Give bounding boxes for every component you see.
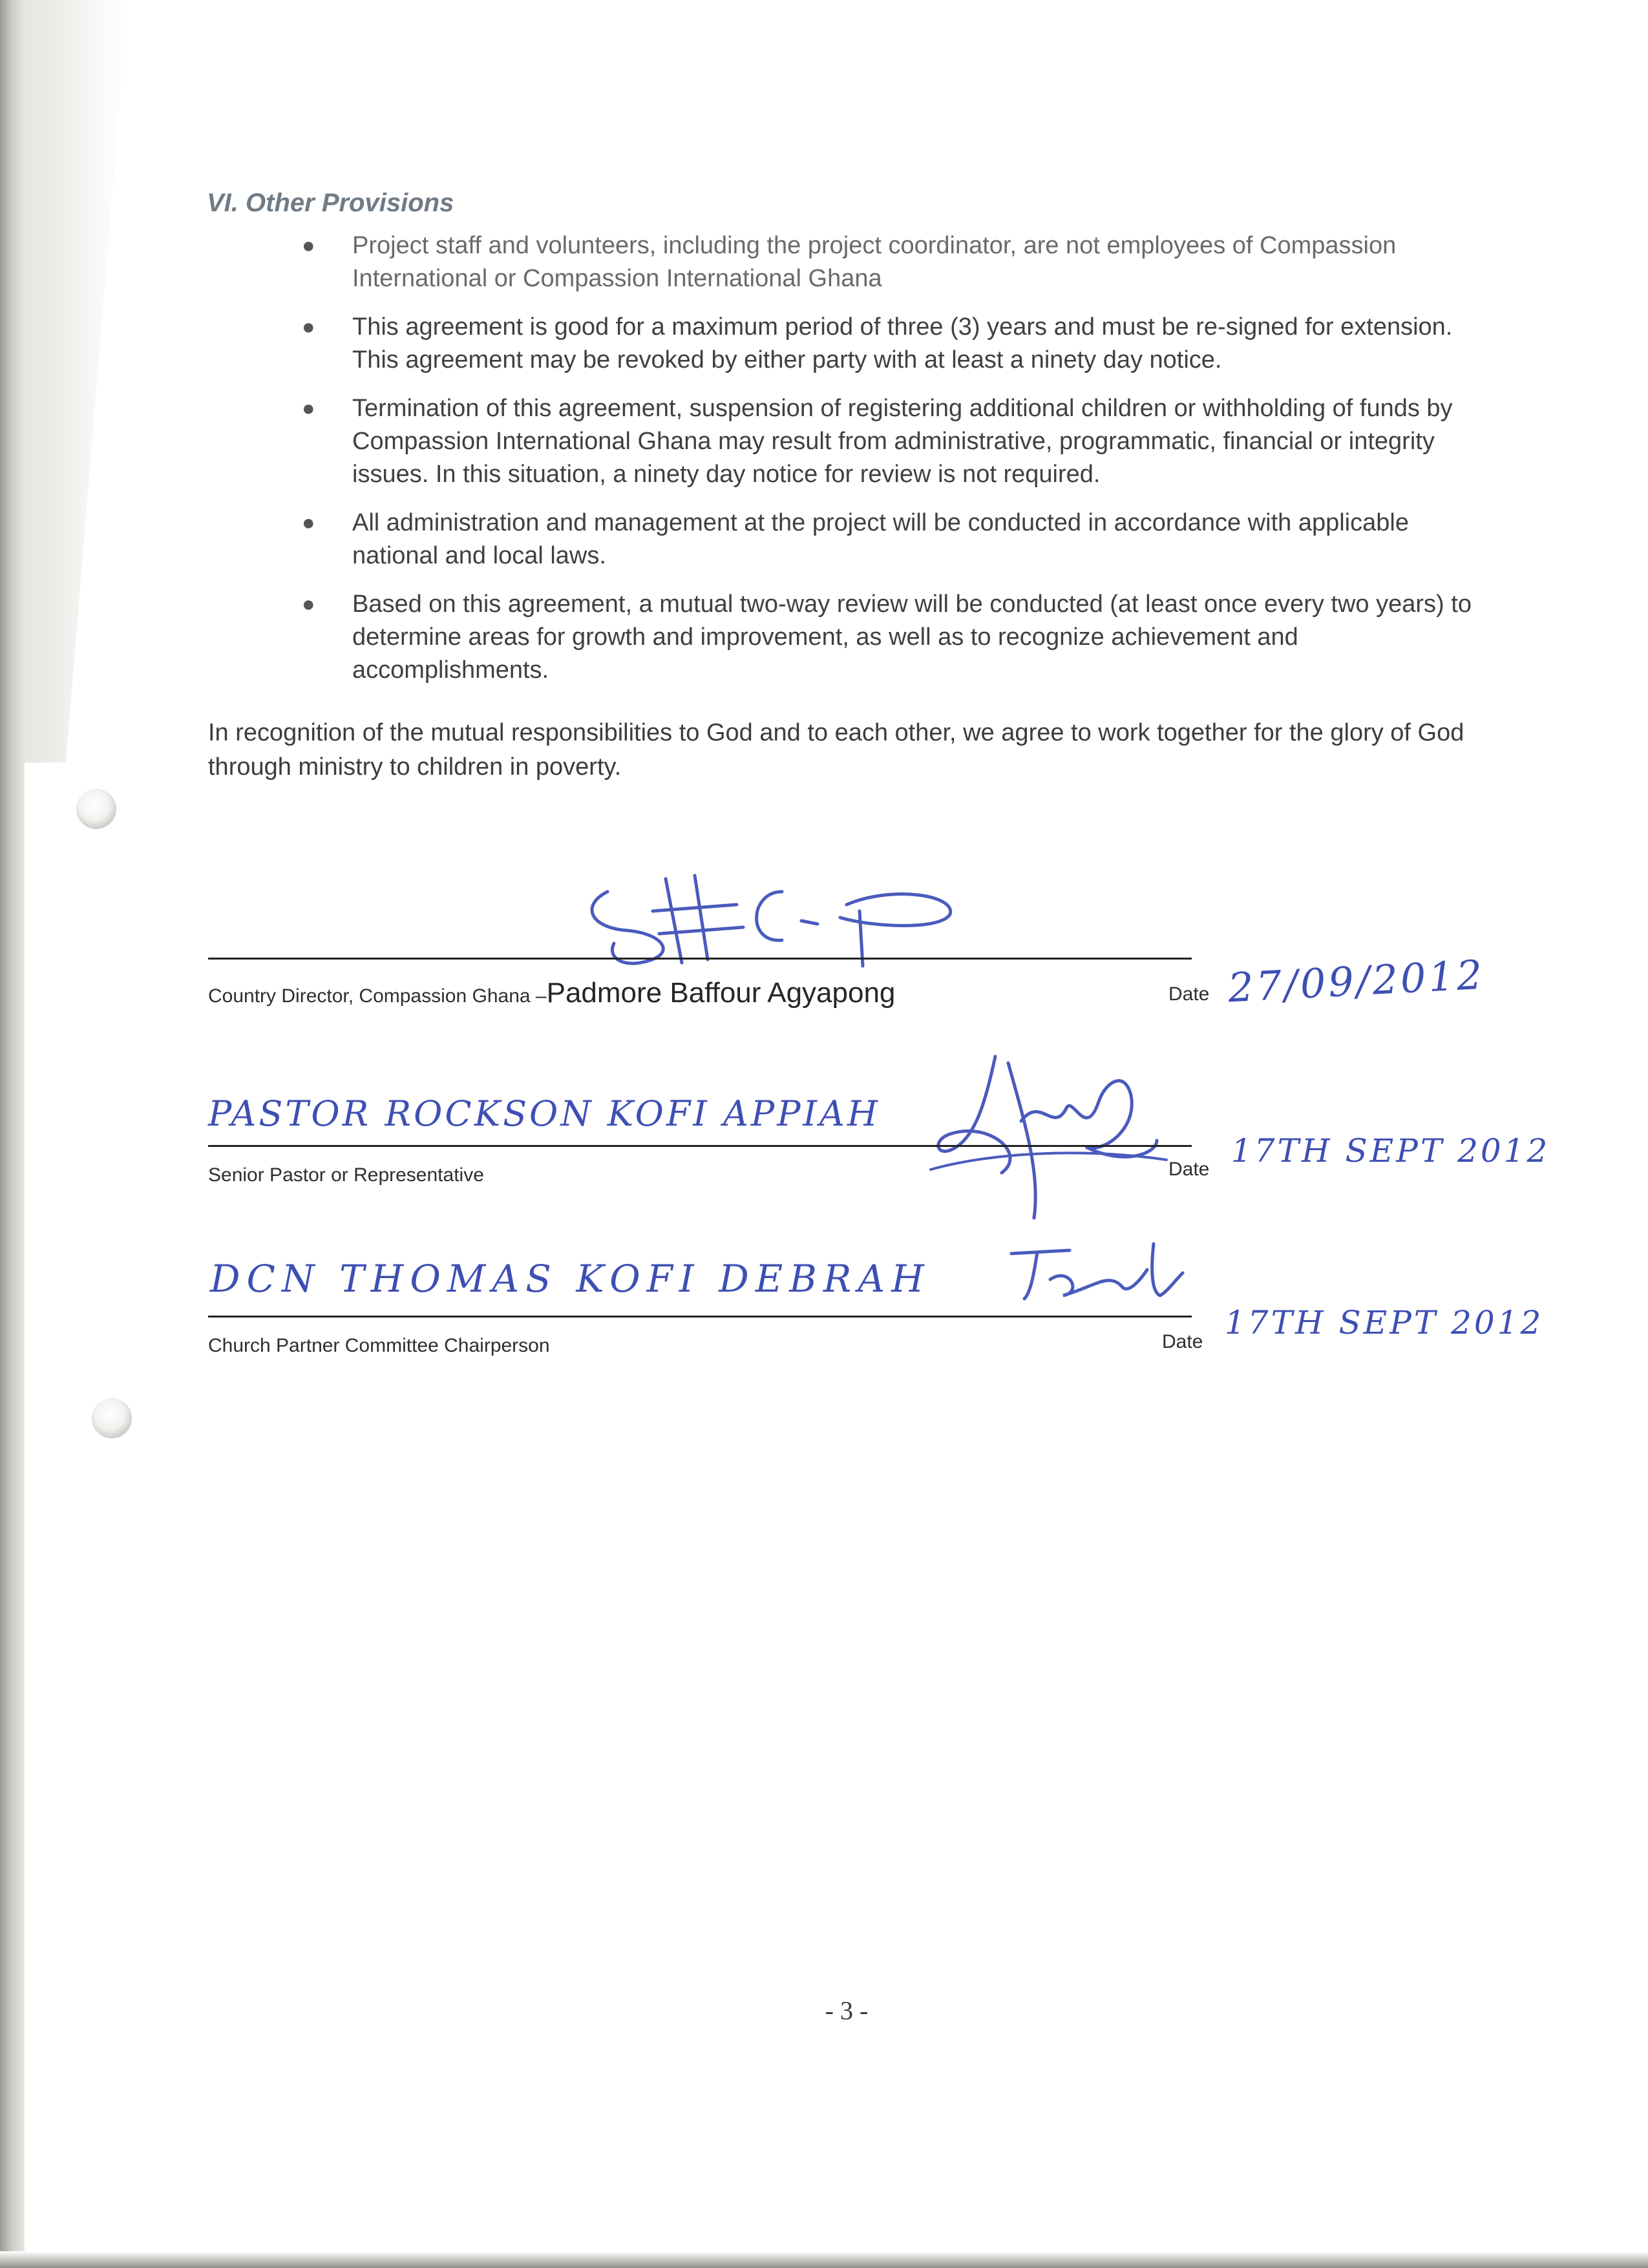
signatory-caption bbox=[208, 1335, 550, 1357]
handwritten-signature bbox=[911, 1044, 1170, 1224]
signatory-role: Senior Pastor or Representative bbox=[208, 1164, 484, 1186]
provision-item bbox=[291, 588, 1499, 687]
provision-item bbox=[291, 229, 1499, 295]
signatory-role: Country Director, Compassion Ghana – bbox=[208, 985, 547, 1007]
signatory-caption bbox=[208, 1164, 484, 1186]
handwritten-date: 27/09/2012 bbox=[1227, 950, 1486, 1012]
bullet-icon: ● bbox=[302, 510, 315, 535]
handwritten-date: 17TH SEPT 2012 bbox=[1225, 1304, 1544, 1341]
provision-item bbox=[291, 507, 1499, 572]
provision-text: Based on this agreement, a mutual two-way review will be conducted (at least once every two years) to determine areas for growth and improvement, as well as to recognize achievement and accomplishments. bbox=[352, 591, 1472, 684]
handwritten-signature bbox=[998, 1234, 1186, 1312]
handwritten-date: 17TH SEPT 2012 bbox=[1231, 1132, 1550, 1170]
page-fold-shadow bbox=[25, 0, 128, 762]
section-heading: VI. Other Provisions bbox=[207, 189, 454, 217]
provision-text: All administration and management at the project will be conducted in accordance with applicable national and local laws. bbox=[352, 509, 1409, 569]
bullet-icon: ● bbox=[302, 233, 315, 258]
bullet-icon: ● bbox=[302, 592, 315, 616]
bullet-icon: ● bbox=[302, 315, 315, 339]
scan-left-edge bbox=[0, 0, 25, 2268]
signature-line bbox=[208, 1145, 1192, 1147]
provisions-list bbox=[291, 229, 1499, 702]
handwritten-name: PASTOR ROCKSON KOFI APPIAH bbox=[208, 1093, 880, 1134]
provision-text: This agreement is good for a maximum period of three (3) years and must be re-signed for extension. This agreement may be revoked by either party with at least a ninety day notice. bbox=[352, 313, 1453, 373]
signature-line bbox=[208, 1316, 1192, 1318]
date-label: Date bbox=[1168, 983, 1210, 1005]
provision-text: Project staff and volunteers, including the project coordinator, are not employees of Compassion International or Compassion International Ghana bbox=[352, 232, 1397, 292]
signatory-caption bbox=[208, 977, 895, 1009]
signature-line bbox=[208, 958, 1192, 960]
signatory-role: Church Partner Committee Chairperson bbox=[208, 1335, 550, 1356]
page-number: - 3 - bbox=[825, 1996, 869, 2025]
date-label: Date bbox=[1162, 1331, 1203, 1352]
signatory-printed-name: Padmore Baffour Agyapong bbox=[546, 977, 896, 1009]
bullet-icon: ● bbox=[302, 396, 315, 421]
closing-statement: In recognition of the mutual responsibilities to God and to each other, we agree to work together for the glory of God through ministry to children in poverty. bbox=[208, 719, 1464, 781]
date-label: Date bbox=[1168, 1159, 1210, 1180]
handwritten-name: DCN THOMAS KOFI DEBRAH bbox=[210, 1257, 931, 1301]
provision-item bbox=[291, 311, 1499, 377]
punch-hole bbox=[92, 1398, 132, 1438]
provision-item bbox=[291, 392, 1499, 491]
punch-hole bbox=[76, 789, 116, 829]
scan-bottom-edge bbox=[0, 2251, 1648, 2268]
provision-text: Termination of this agreement, suspension of registering additional children or withholding of funds by Compassion International Ghana may result from administrative, programmatic, financial or integrity issues. In this situation, a ninety day notice for review is not required. bbox=[352, 395, 1453, 488]
